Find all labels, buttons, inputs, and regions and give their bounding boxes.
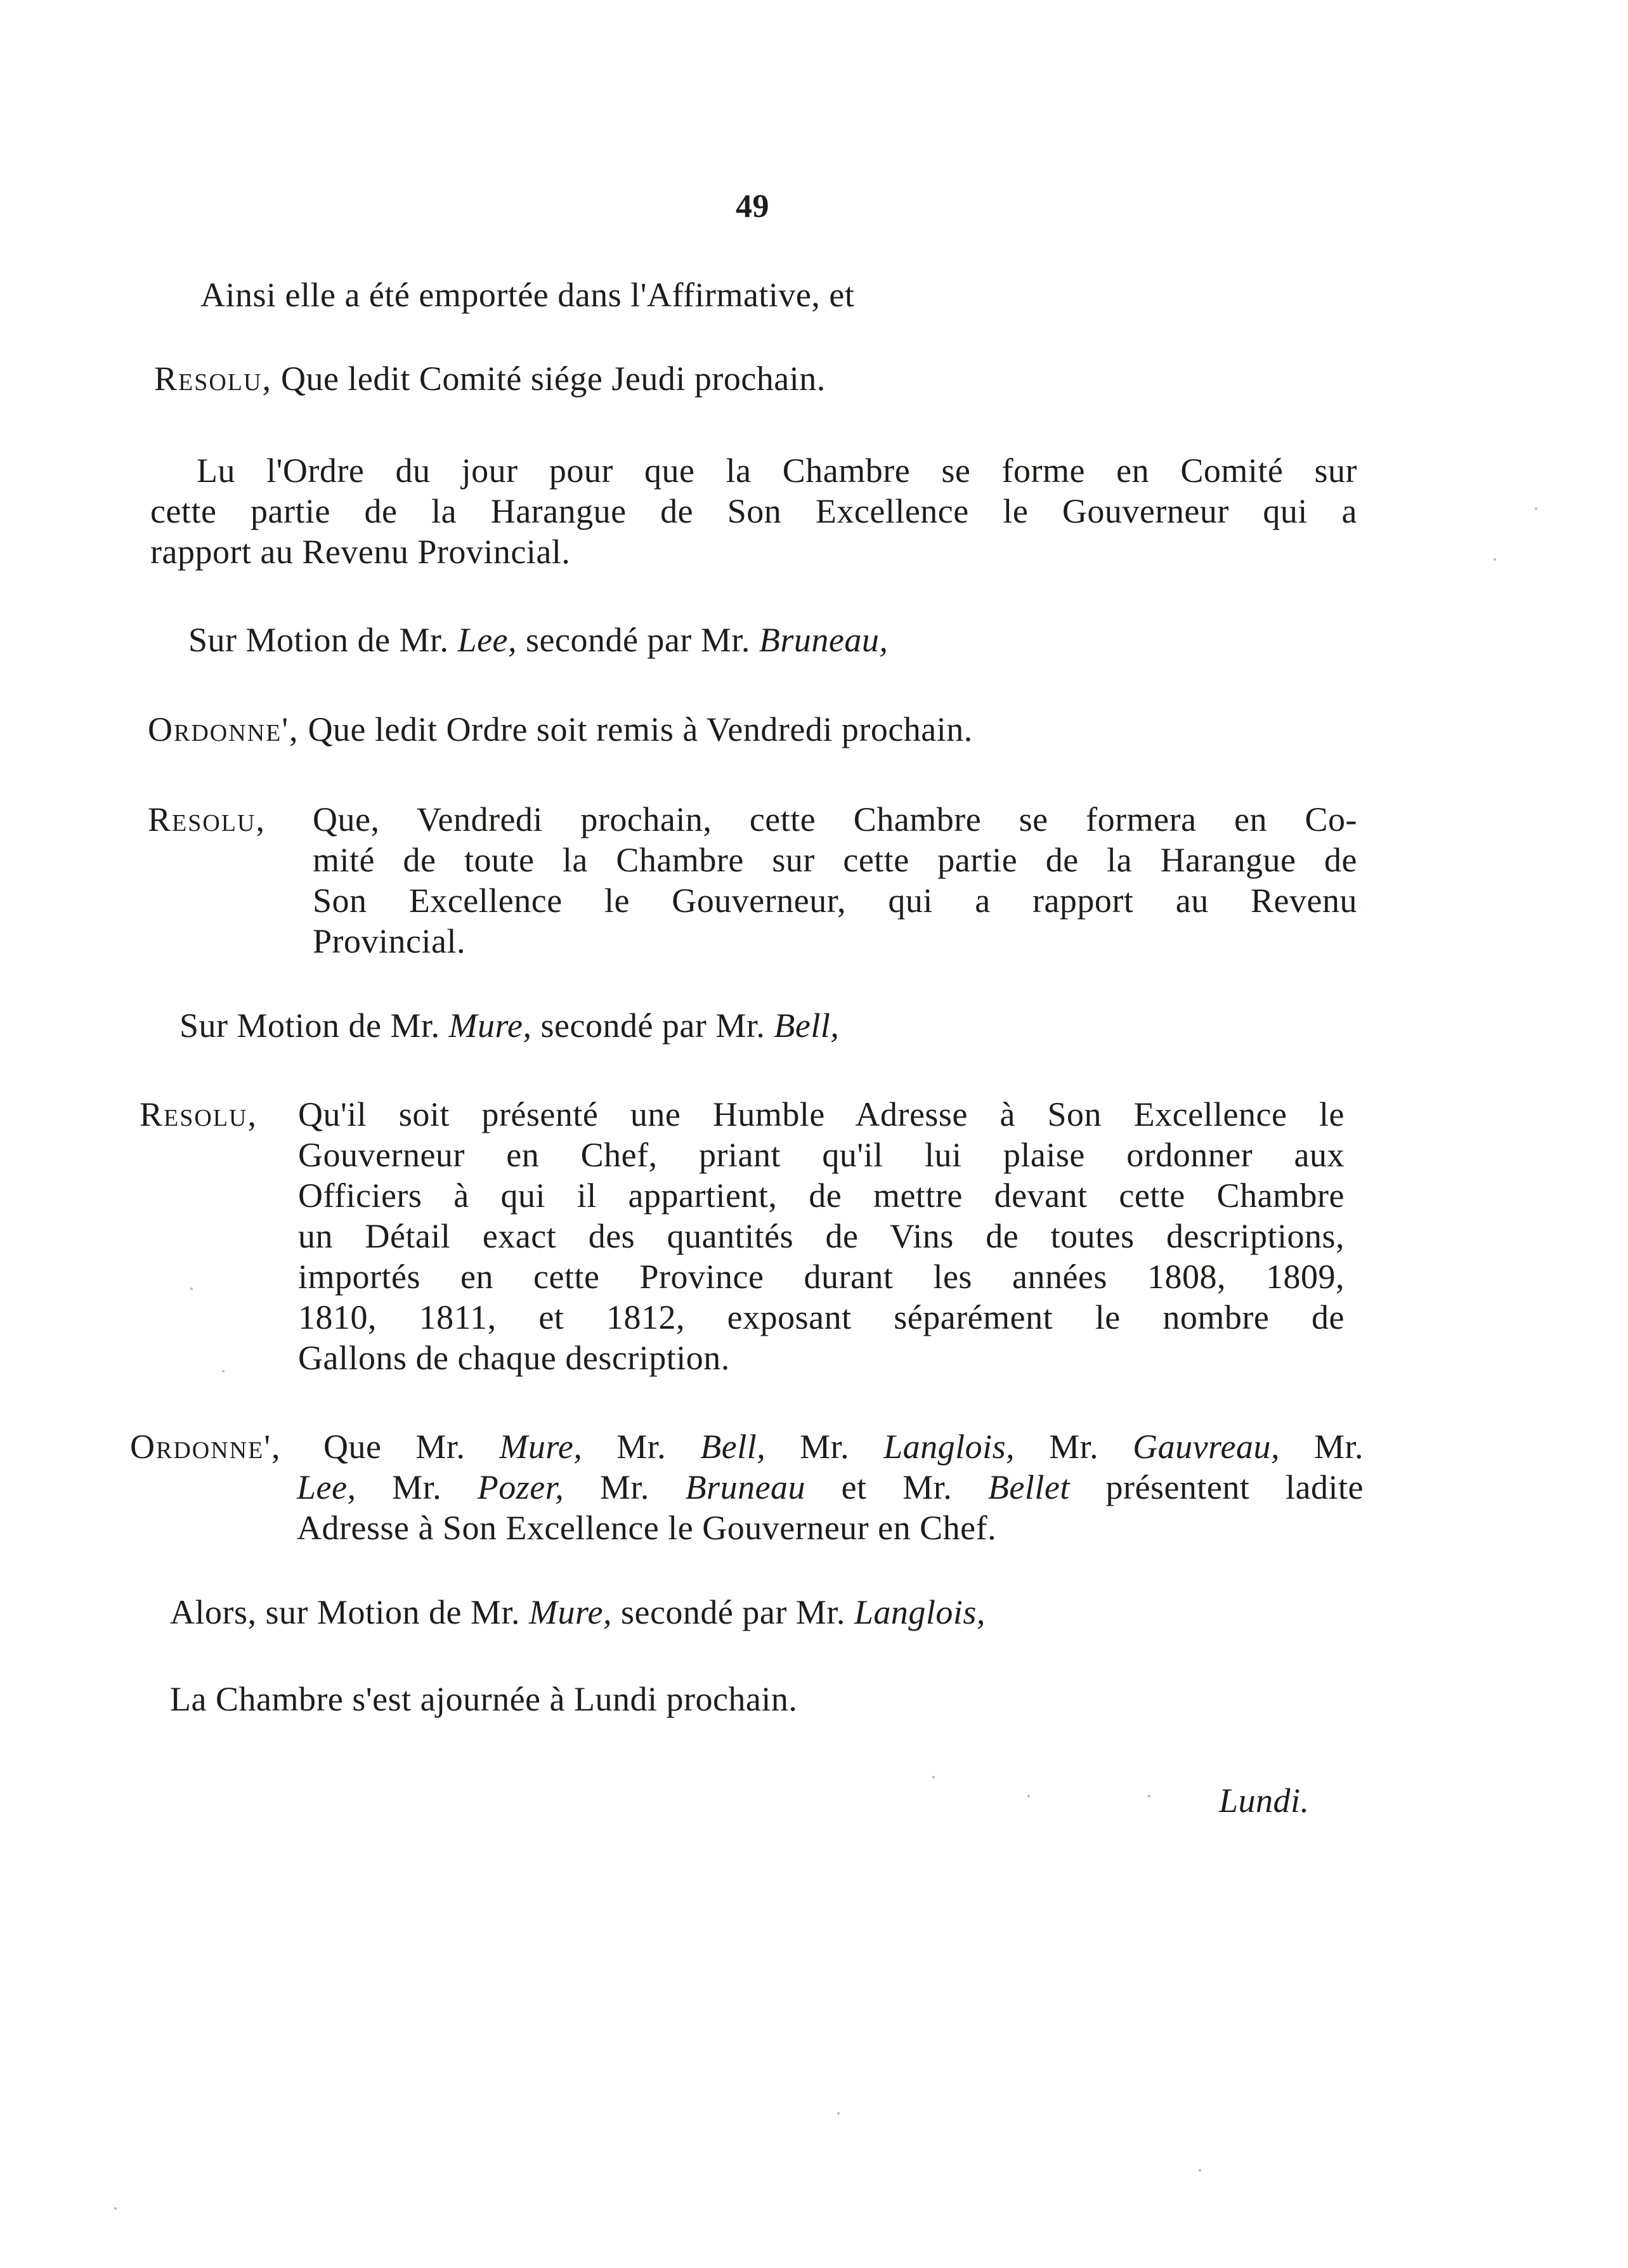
order-members-line <box>297 1511 996 1545</box>
paper-speck <box>114 2207 117 2210</box>
adjournment: La Chambre s'est ajournée à Lundi prochain. <box>170 1680 798 1718</box>
resolution-committee-line: mité de toute la Chambre sur cette partie de la Harangue de <box>313 841 1357 879</box>
order-members-line <box>323 1430 1364 1464</box>
member-name: Bell, <box>774 1007 840 1045</box>
paper-speck <box>1027 1795 1030 1797</box>
order-label-text: Ordonne', <box>130 1428 282 1466</box>
catchword: Lundi. <box>1219 1782 1310 1820</box>
order-text: Mr. <box>582 1428 701 1466</box>
resolution-address-line: un Détail exact des quantités de Vins de toutes descriptions, <box>298 1217 1345 1255</box>
resolution-label <box>140 1097 257 1131</box>
resolution-address-line: 1810, 1811, et 1812, exposant séparément le nombre de <box>298 1298 1345 1336</box>
resolution-label: Resolu, <box>154 360 272 398</box>
order-text: Mr. <box>1015 1428 1133 1466</box>
resolution-committee-line: Provincial. <box>313 922 466 960</box>
order-text: Mr. <box>765 1428 884 1466</box>
paper-speck <box>1148 1795 1150 1797</box>
order-text: Mr. <box>356 1468 478 1506</box>
order-text: Adresse à Son Excellence le Gouverneur en Chef. <box>297 1509 997 1547</box>
order-of-day-line: rapport au Revenu Provincial. <box>150 533 571 571</box>
motion-text: Sur Motion de Mr. <box>188 621 458 659</box>
member-name: Mure, <box>529 1593 612 1631</box>
order-text: Que Mr. <box>323 1428 500 1466</box>
motion-text: Sur Motion de Mr. <box>179 1007 449 1045</box>
resolution-address-line: importés en cette Province durant les années 1808, 1809, <box>298 1258 1345 1296</box>
paper-speck <box>1535 507 1537 510</box>
member-name: Bell, <box>700 1428 766 1466</box>
member-name: Bruneau <box>685 1468 806 1506</box>
order-text: Mr. <box>564 1468 686 1506</box>
motion-text: secondé par Mr. <box>531 1007 774 1045</box>
resolution-address-line: Gallons de chaque description. <box>298 1339 730 1377</box>
order-of-day-line: Lu l'Ordre du jour pour que la Chambre se forme en Comité sur <box>197 452 1357 490</box>
paper-speck <box>190 1287 193 1290</box>
resolution-committee-sits <box>154 362 826 396</box>
motion-text: secondé par Mr. <box>517 621 759 659</box>
member-name: Gauvreau, <box>1133 1428 1280 1466</box>
paragraph-affirmative: Ainsi elle a été emportée dans l'Affirmative, et <box>200 276 855 314</box>
order-members-line <box>297 1470 1364 1504</box>
resolution-address-line: Gouverneur en Chef, priant qu'il lui plaise ordonner aux <box>298 1136 1345 1174</box>
member-name: Lee, <box>457 621 517 659</box>
order-text: et Mr. <box>805 1468 988 1506</box>
order-text: présentent ladite <box>1069 1468 1364 1506</box>
paper-speck <box>1494 558 1496 561</box>
order-of-day-line: cette partie de la Harangue de Son Excellence le Gouverneur qui a <box>150 492 1357 530</box>
member-name: Bellet <box>987 1468 1070 1506</box>
paper-speck <box>1199 2169 1201 2172</box>
resolution-label-text: Resolu, <box>148 800 266 838</box>
resolution-text: Que ledit Comité siége Jeudi prochain. <box>280 360 826 398</box>
member-name: Lee, <box>297 1468 356 1506</box>
paper-speck <box>222 1370 225 1372</box>
order-text: Mr. <box>1280 1428 1364 1466</box>
resolution-address-line: Qu'il soit présenté une Humble Adresse à Son Excellence le <box>298 1095 1345 1133</box>
resolution-label-text: Resolu, <box>140 1095 257 1133</box>
motion-text: Alors, sur Motion de Mr. <box>170 1593 529 1631</box>
resolution-committee-line: Son Excellence le Gouverneur, qui a rapport au Revenu <box>313 882 1357 920</box>
paper-speck <box>837 2112 840 2115</box>
order-postponed <box>148 712 973 746</box>
motion-mure-bell <box>179 1008 839 1043</box>
resolution-committee-line: Que, Vendredi prochain, cette Chambre se formera en Co- <box>313 800 1357 838</box>
member-name: Bruneau, <box>759 621 889 659</box>
order-label: Ordonne', <box>148 710 299 748</box>
member-name: Mure, <box>499 1428 583 1466</box>
motion-lee-bruneau <box>188 623 888 657</box>
member-name: Mure, <box>448 1007 532 1045</box>
page-number: 49 <box>736 188 769 225</box>
motion-text: secondé par Mr. <box>611 1593 854 1631</box>
resolution-address-line: Officiers à qui il appartient, de mettre devant cette Chambre <box>298 1176 1345 1215</box>
member-name: Pozer, <box>477 1468 564 1506</box>
member-name: Langlois, <box>883 1428 1015 1466</box>
motion-adjourn <box>170 1595 986 1629</box>
order-label <box>130 1430 282 1464</box>
member-name: Langlois, <box>854 1593 986 1631</box>
resolution-label <box>148 802 266 837</box>
order-text: Que ledit Ordre soit remis à Vendredi prochain. <box>308 710 973 748</box>
paper-speck <box>932 1776 935 1778</box>
